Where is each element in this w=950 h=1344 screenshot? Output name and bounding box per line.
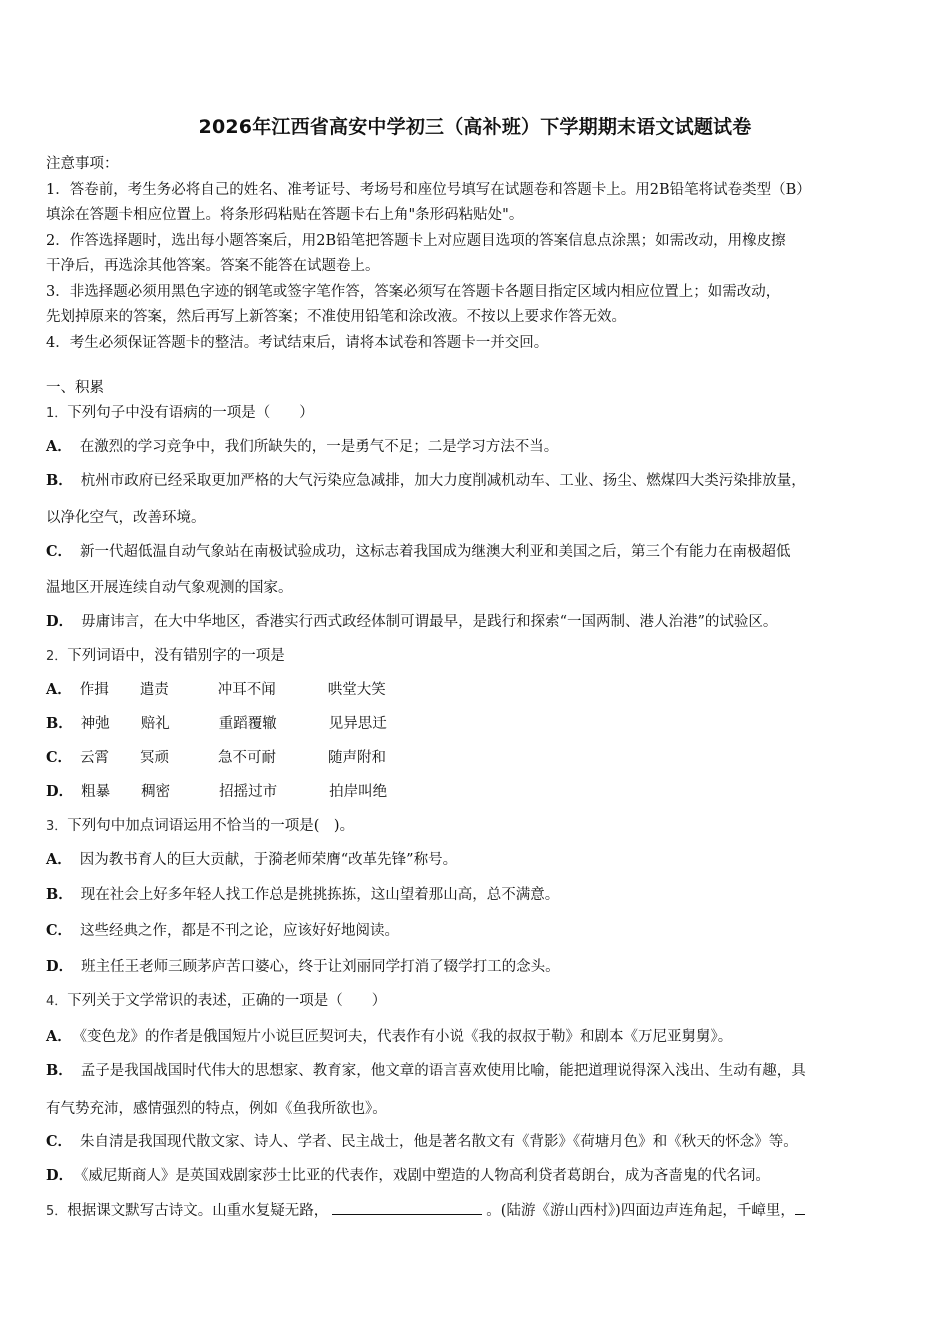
option-row <box>46 780 916 801</box>
notice-section <box>46 152 916 356</box>
option-text: 毋庸讳言，在大中华地区，香港实行西式政经体制可谓最早，是践行和探索“一国两制、港人治港”的试验区。 <box>81 614 778 630</box>
option-text: 《变色龙》的作者是俄国短片小说巨匠契诃夫，代表作有小说《我的叔叔于勒》和剧本《万尼亚舅舅》。 <box>79 1029 733 1045</box>
option-word: 粗暴 <box>81 784 111 800</box>
option-row <box>46 435 916 456</box>
option-text: 班主任王老师三顾茅庐苦口婆心，终于让刘丽同学打消了辍学打工的念头。 <box>81 959 560 975</box>
notice-heading: 注意事项： <box>46 156 119 172</box>
option-text: 孟子是我国战国时代伟大的思想家、教育家，他文章的语言喜欢使用比喻，能把道理说得深入浅出、生动有趣，具 <box>80 1063 806 1079</box>
option-letter: D． <box>46 783 74 800</box>
option-row <box>46 610 916 631</box>
question-number: 2． <box>46 649 68 664</box>
notice-line: 1．答卷前，考生务必将自己的姓名、准考证号、考场号和座位号填写在试题卷和答题卡上。用2B铅笔将试卷类型（B） <box>46 181 811 198</box>
notice-line: 填涂在答题卡相应位置上。将条形码粘贴在答题卡右上角"条形码粘贴处"。 <box>46 207 524 223</box>
option-continuation: 有气势充沛，感情强烈的特点，例如《鱼我所欲也》。 <box>46 1101 387 1117</box>
option-word: 赔礼 <box>140 716 170 732</box>
option-word: 遣责 <box>139 682 169 698</box>
question-1-stem <box>46 401 916 422</box>
option-continuation: 温地区开展连续自动气象观测的国家。 <box>46 580 293 596</box>
option-letter: C． <box>46 749 73 766</box>
option-word: 作揖 <box>79 682 109 698</box>
answer-blank[interactable] <box>795 1200 805 1215</box>
option-word: 重蹈覆辙 <box>218 716 277 732</box>
notice-line: 先划掉原来的答案，然后再写上新答案；不准使用铅笔和涂改液。不按以上要求作答无效。 <box>46 309 626 325</box>
option-row <box>46 1130 916 1151</box>
answer-blank[interactable] <box>332 1200 482 1215</box>
option-text: 在激烈的学习竞争中，我们所缺失的，一是勇气不足；二是学习方法不当。 <box>79 439 559 455</box>
question-number: 4． <box>46 994 68 1009</box>
option-letter: A． <box>46 681 72 698</box>
option-letter: D． <box>46 958 74 975</box>
option-letter: D． <box>46 613 74 630</box>
question-2-stem <box>46 644 916 665</box>
option-text: 现在社会上好多年轻人找工作总是挑挑拣拣，这山望着那山高，总不满意。 <box>80 887 560 903</box>
option-text: 朱自清是我国现代散文家、诗人、学者、民主战士，他是著名散文有《背影》《荷塘月色》和《秋天的怀念》等。 <box>80 1134 798 1150</box>
question-text: 下列句子中没有语病的一项是（ ） <box>67 405 314 421</box>
option-word: 冥顽 <box>140 750 170 766</box>
option-text: 因为教书育人的巨大贡献，于漪老师荣膺“改革先锋”称号。 <box>79 852 458 868</box>
option-row <box>46 955 916 976</box>
option-row <box>46 1025 916 1046</box>
option-word: 云霄 <box>80 750 110 766</box>
question-text: 下列词语中，没有错别字的一项是 <box>67 648 285 664</box>
option-word: 冲耳不闻 <box>217 682 276 698</box>
option-letter: B． <box>46 1062 73 1079</box>
option-row <box>46 540 916 561</box>
notice-line: 2．作答选择题时，选出每小题答案后，用2B铅笔把答题卡上对应题目选项的答案信息点涂黑；如需改动，用橡皮擦 <box>46 232 786 249</box>
option-text: 这些经典之作，都是不刊之论，应该好好地阅读。 <box>80 923 400 939</box>
question-text: 下列句中加点词语运用不恰当的一项是( )。 <box>67 818 355 834</box>
option-letter: C． <box>46 543 73 560</box>
question-text: 根据课文默写古诗文。山重水复疑无路， <box>67 1203 329 1219</box>
question-number: 1． <box>46 406 68 421</box>
option-text: 《威尼斯商人》是英国戏剧家莎士比亚的代表作，戏剧中塑造的人物高利贷者葛朗台，成为吝啬鬼的代名词。 <box>81 1168 770 1184</box>
option-letter: C． <box>46 922 73 939</box>
option-word: 招摇过市 <box>219 784 278 800</box>
question-4-stem <box>46 989 916 1010</box>
question-text: 下列关于文学常识的表述，正确的一项是（ ） <box>67 993 387 1009</box>
option-word: 哄堂大笑 <box>327 682 386 698</box>
option-letter: D． <box>46 1167 74 1184</box>
option-letter: B． <box>46 715 73 732</box>
option-row <box>46 919 916 940</box>
option-word: 拍岸叫绝 <box>329 784 388 800</box>
option-text: 新一代超低温自动气象站在南极试验成功，这标志着我国成为继澳大利亚和美国之后，第三个有能力在南极超低 <box>80 544 791 560</box>
section-heading: 一、积累 <box>46 380 104 396</box>
option-row <box>46 678 916 699</box>
question-5-stem <box>46 1199 916 1220</box>
page-title: 2026年江西省高安中学初三（高补班）下学期期末语文试题试卷 <box>198 116 752 138</box>
option-text: 杭州市政府已经采取更加严格的大气污染应急减排，加大力度削减机动车、工业、扬尘、燃煤四大类污染排放量， <box>80 473 806 489</box>
option-row <box>46 848 916 869</box>
question-text: 。(陆游《游山西村》)四面边声连角起，千嶂里， <box>486 1203 795 1219</box>
option-letter: B． <box>46 472 73 489</box>
option-letter: C． <box>46 1133 73 1150</box>
question-number: 3． <box>46 819 68 834</box>
option-row <box>46 469 916 490</box>
option-letter: A． <box>46 438 72 455</box>
option-word: 见异思迁 <box>328 716 387 732</box>
question-3-stem <box>46 814 916 835</box>
option-row <box>46 746 916 767</box>
option-word: 神弛 <box>80 716 110 732</box>
option-row <box>46 1164 916 1185</box>
option-word: 随声附和 <box>328 750 387 766</box>
option-row <box>46 1059 916 1080</box>
option-word: 急不可耐 <box>218 750 277 766</box>
option-row <box>46 883 916 904</box>
option-letter: A． <box>46 851 72 868</box>
option-letter: B． <box>46 886 73 903</box>
option-row <box>46 712 916 733</box>
notice-line: 干净后，再选涂其他答案。答案不能答在试题卷上。 <box>46 258 380 274</box>
option-continuation: 以净化空气，改善环境。 <box>46 510 206 526</box>
notice-line: 3．非选择题必须用黑色字迹的钢笔或签字笔作答，答案必须写在答题卡各题目指定区域内相应位置上；如需改动， <box>46 283 781 300</box>
option-letter: A． <box>46 1028 72 1045</box>
question-number: 5． <box>46 1204 68 1219</box>
option-word: 稠密 <box>141 784 171 800</box>
notice-line: 4．考生必须保证答题卡的整洁。考试结束后，请将本试卷和答题卡一并交回。 <box>46 334 549 351</box>
